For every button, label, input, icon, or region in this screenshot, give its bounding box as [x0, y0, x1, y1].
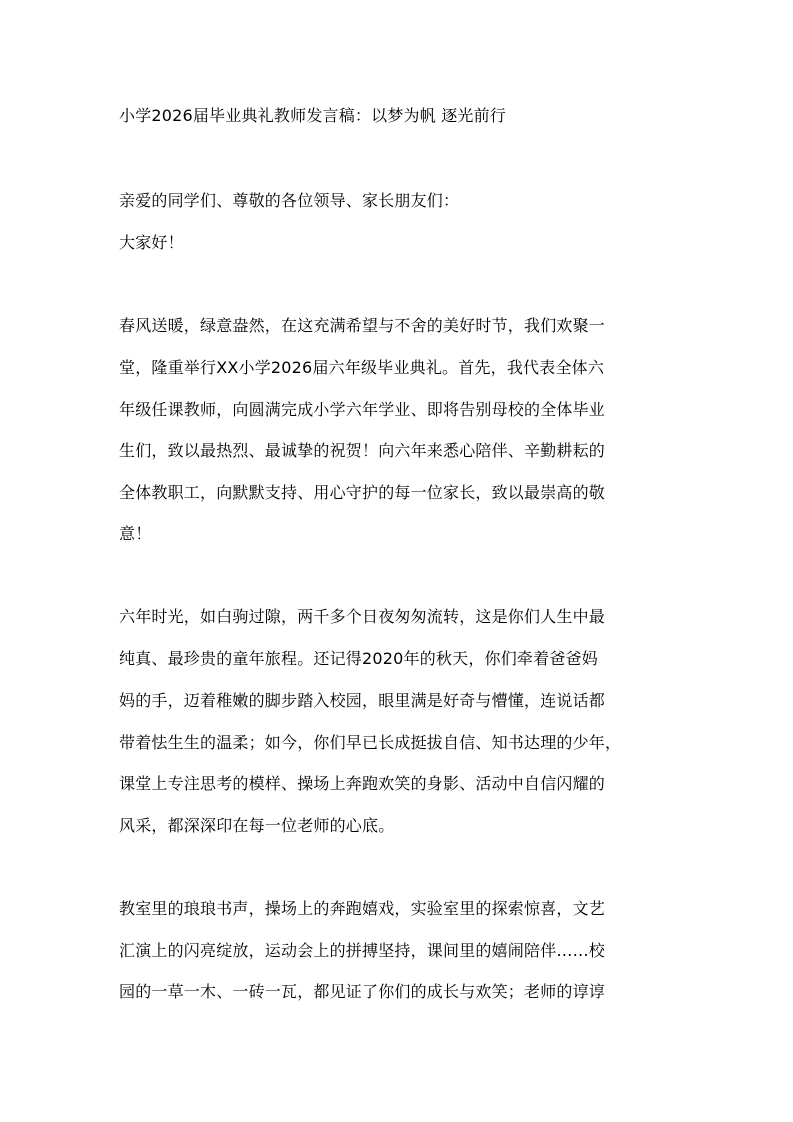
paragraph-line: 意！ — [119, 524, 152, 543]
paragraph-line: 生们，致以最热烈、最诚挚的祝贺！向六年来悉心陪伴、辛勤耕耘的 — [119, 441, 606, 460]
paragraph-line: 园的一草一木、一砖一瓦，都见证了你们的成长与欢笑；老师的谆谆 — [119, 982, 606, 1001]
salutation-line: 大家好！ — [119, 233, 184, 252]
paragraph-line: 妈的手，迈着稚嫩的脚步踏入校园，眼里满是好奇与懵懂，连说话都 — [119, 691, 606, 710]
paragraph-line: 汇演上的闪亮绽放，运动会上的拼搏坚持，课间里的嬉闹陪伴……校 — [119, 941, 606, 960]
paragraph-line: 课堂上专注思考的模样、操场上奔跑欢笑的身影、活动中自信闪耀的 — [119, 774, 606, 793]
paragraph-line: 带着怯生生的温柔；如今，你们早已长成挺拔自信、知书达理的少年， — [119, 733, 622, 752]
paragraph-line: 全体教职工，向默默支持、用心守护的每一位家长，致以最崇高的敬 — [119, 483, 606, 502]
paragraph-line: 春风送暖，绿意盎然，在这充满希望与不舍的美好时节，我们欢聚一 — [119, 316, 606, 335]
paragraph-line: 堂，隆重举行XX小学2026届六年级毕业典礼。首先，我代表全体六 — [119, 358, 605, 377]
paragraph-line: 风采，都深深印在每一位老师的心底。 — [119, 816, 395, 835]
document-title: 小学2026届毕业典礼教师发言稿：以梦为帆 逐光前行 — [119, 106, 507, 125]
paragraph-line: 年级任课教师，向圆满完成小学六年学业、即将告别母校的全体毕业 — [119, 400, 606, 419]
greeting-line: 亲爱的同学们、尊敬的各位领导、家长朋友们： — [119, 191, 460, 210]
paragraph-line: 六年时光，如白驹过隙，两千多个日夜匆匆流转，这是你们人生中最 — [119, 607, 606, 626]
paragraph-line: 教室里的琅琅书声，操场上的奔跑嬉戏，实验室里的探索惊喜，文艺 — [119, 899, 606, 918]
paragraph-line: 纯真、最珍贵的童年旅程。还记得2020年的秋天，你们牵着爸爸妈 — [119, 649, 598, 668]
